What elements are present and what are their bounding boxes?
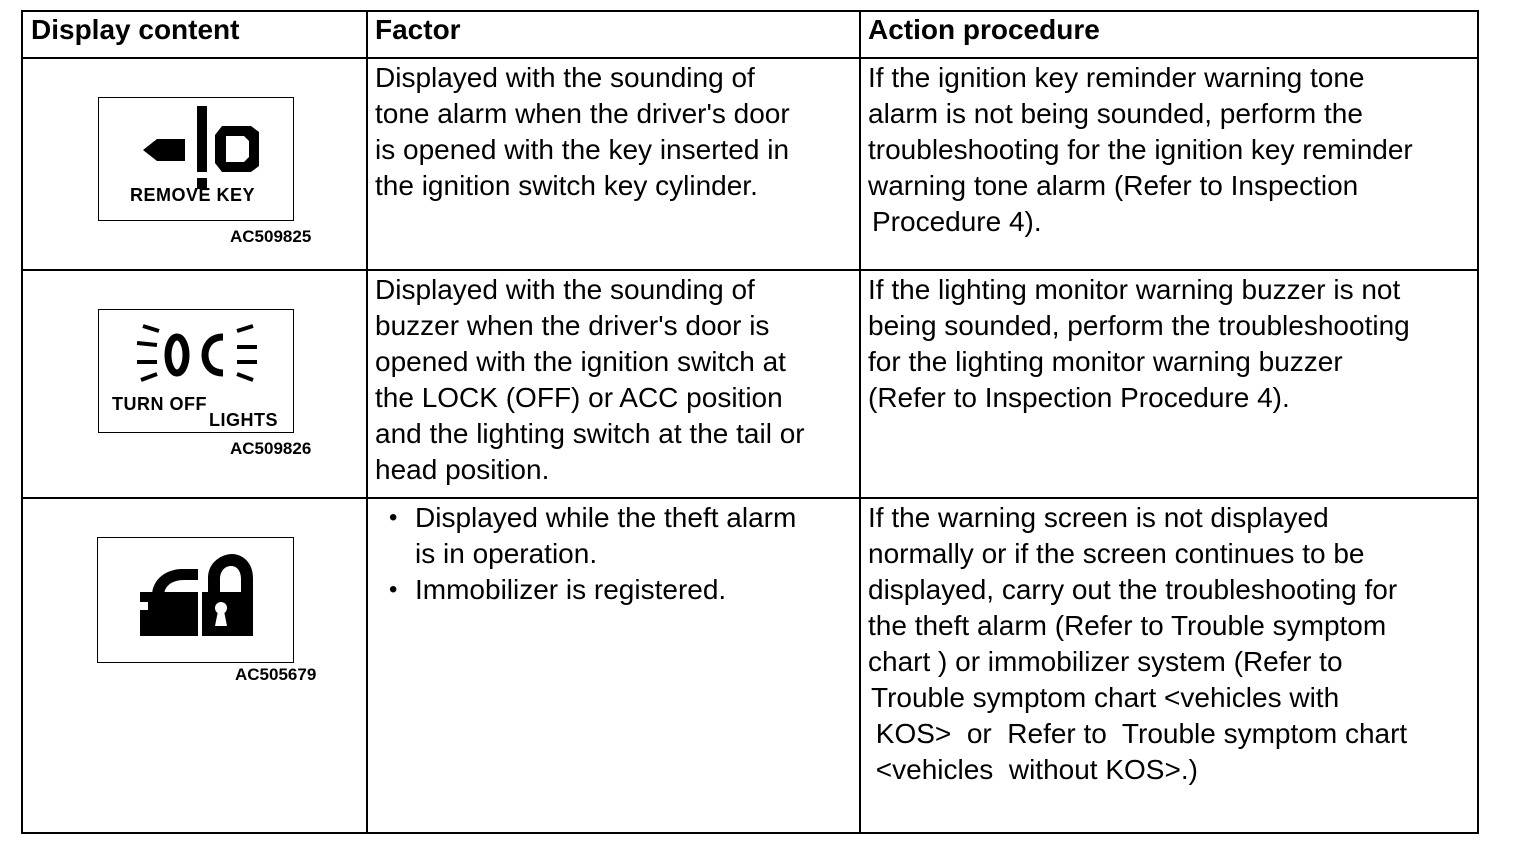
action-line: Trouble symptom chart <vehicles with <box>871 682 1340 713</box>
action-line: KOS> or Refer to Trouble symptom chart <box>868 718 1408 749</box>
factor-bullet-list <box>375 500 796 608</box>
procedure-table <box>21 10 1479 834</box>
factor-line: tone alarm when the driver's door <box>375 98 790 129</box>
action-cell <box>868 60 1413 240</box>
factor-cell <box>375 500 796 608</box>
header-display-content: Display content <box>31 14 240 45</box>
action-line: being sounded, perform the troubleshooting <box>868 310 1410 341</box>
list-item <box>375 500 796 572</box>
action-line: normally or if the screen continues to be <box>868 538 1365 569</box>
action-line: (Refer to Inspection Procedure 4). <box>868 382 1290 413</box>
header-factor: Factor <box>375 14 461 45</box>
action-line: for the lighting monitor warning buzzer <box>868 346 1343 377</box>
factor-line: Displayed with the sounding of <box>375 274 755 305</box>
action-line: displayed, carry out the troubleshooting for <box>868 574 1398 605</box>
action-line: Procedure 4). <box>872 206 1042 237</box>
column-divider <box>366 12 368 832</box>
factor-line: Displayed with the sounding of <box>375 62 755 93</box>
figure-code: AC509825 <box>230 227 312 246</box>
action-line: If the lighting monitor warning buzzer is not <box>868 274 1401 305</box>
factor-cell <box>375 272 805 488</box>
action-line: chart ) or immobilizer system (Refer to <box>868 646 1343 677</box>
action-line: <vehicles without KOS>.) <box>868 754 1198 785</box>
list-item <box>375 572 796 608</box>
figure-code: AC505679 <box>235 665 317 684</box>
column-divider <box>859 12 861 832</box>
action-line: warning tone alarm (Refer to Inspection <box>868 170 1359 201</box>
turn-off-lights-display <box>98 309 294 433</box>
turn-off-label: TURN OFF <box>112 394 207 414</box>
factor-line: is in operation. <box>415 538 598 569</box>
row-divider <box>23 57 1477 59</box>
row-divider <box>23 269 1477 271</box>
factor-cell <box>375 60 790 204</box>
lights-label: LIGHTS <box>209 410 278 430</box>
action-line: troubleshooting for the ignition key reminder <box>868 134 1413 165</box>
theft-alarm-lock-icon <box>98 538 295 664</box>
action-cell <box>868 500 1407 788</box>
factor-line: buzzer when the driver's door is <box>375 310 770 341</box>
factor-line: opened with the ignition switch at <box>375 346 786 377</box>
action-line: alarm is not being sounded, perform the <box>868 98 1363 129</box>
theft-alarm-display <box>97 537 294 663</box>
figure-code: AC509826 <box>230 439 312 458</box>
remove-key-display <box>98 97 294 221</box>
factor-line: and the lighting switch at the tail or <box>375 418 805 449</box>
action-line: If the warning screen is not displayed <box>868 502 1329 533</box>
action-cell <box>868 272 1410 416</box>
action-line: If the ignition key reminder warning tone <box>868 62 1365 93</box>
factor-line: head position. <box>375 454 550 485</box>
header-action-procedure: Action procedure <box>868 14 1100 45</box>
factor-line: is opened with the key inserted in <box>375 134 790 165</box>
remove-key-label: REMOVE KEY <box>130 185 256 205</box>
factor-line: the LOCK (OFF) or ACC position <box>375 382 783 413</box>
row-divider <box>23 497 1477 499</box>
factor-line: • Displayed while the theft alarm <box>415 502 797 533</box>
factor-line: • Immobilizer is registered. <box>415 574 727 605</box>
action-line: the theft alarm (Refer to Trouble symptom <box>868 610 1387 641</box>
factor-line: the ignition switch key cylinder. <box>375 170 758 201</box>
